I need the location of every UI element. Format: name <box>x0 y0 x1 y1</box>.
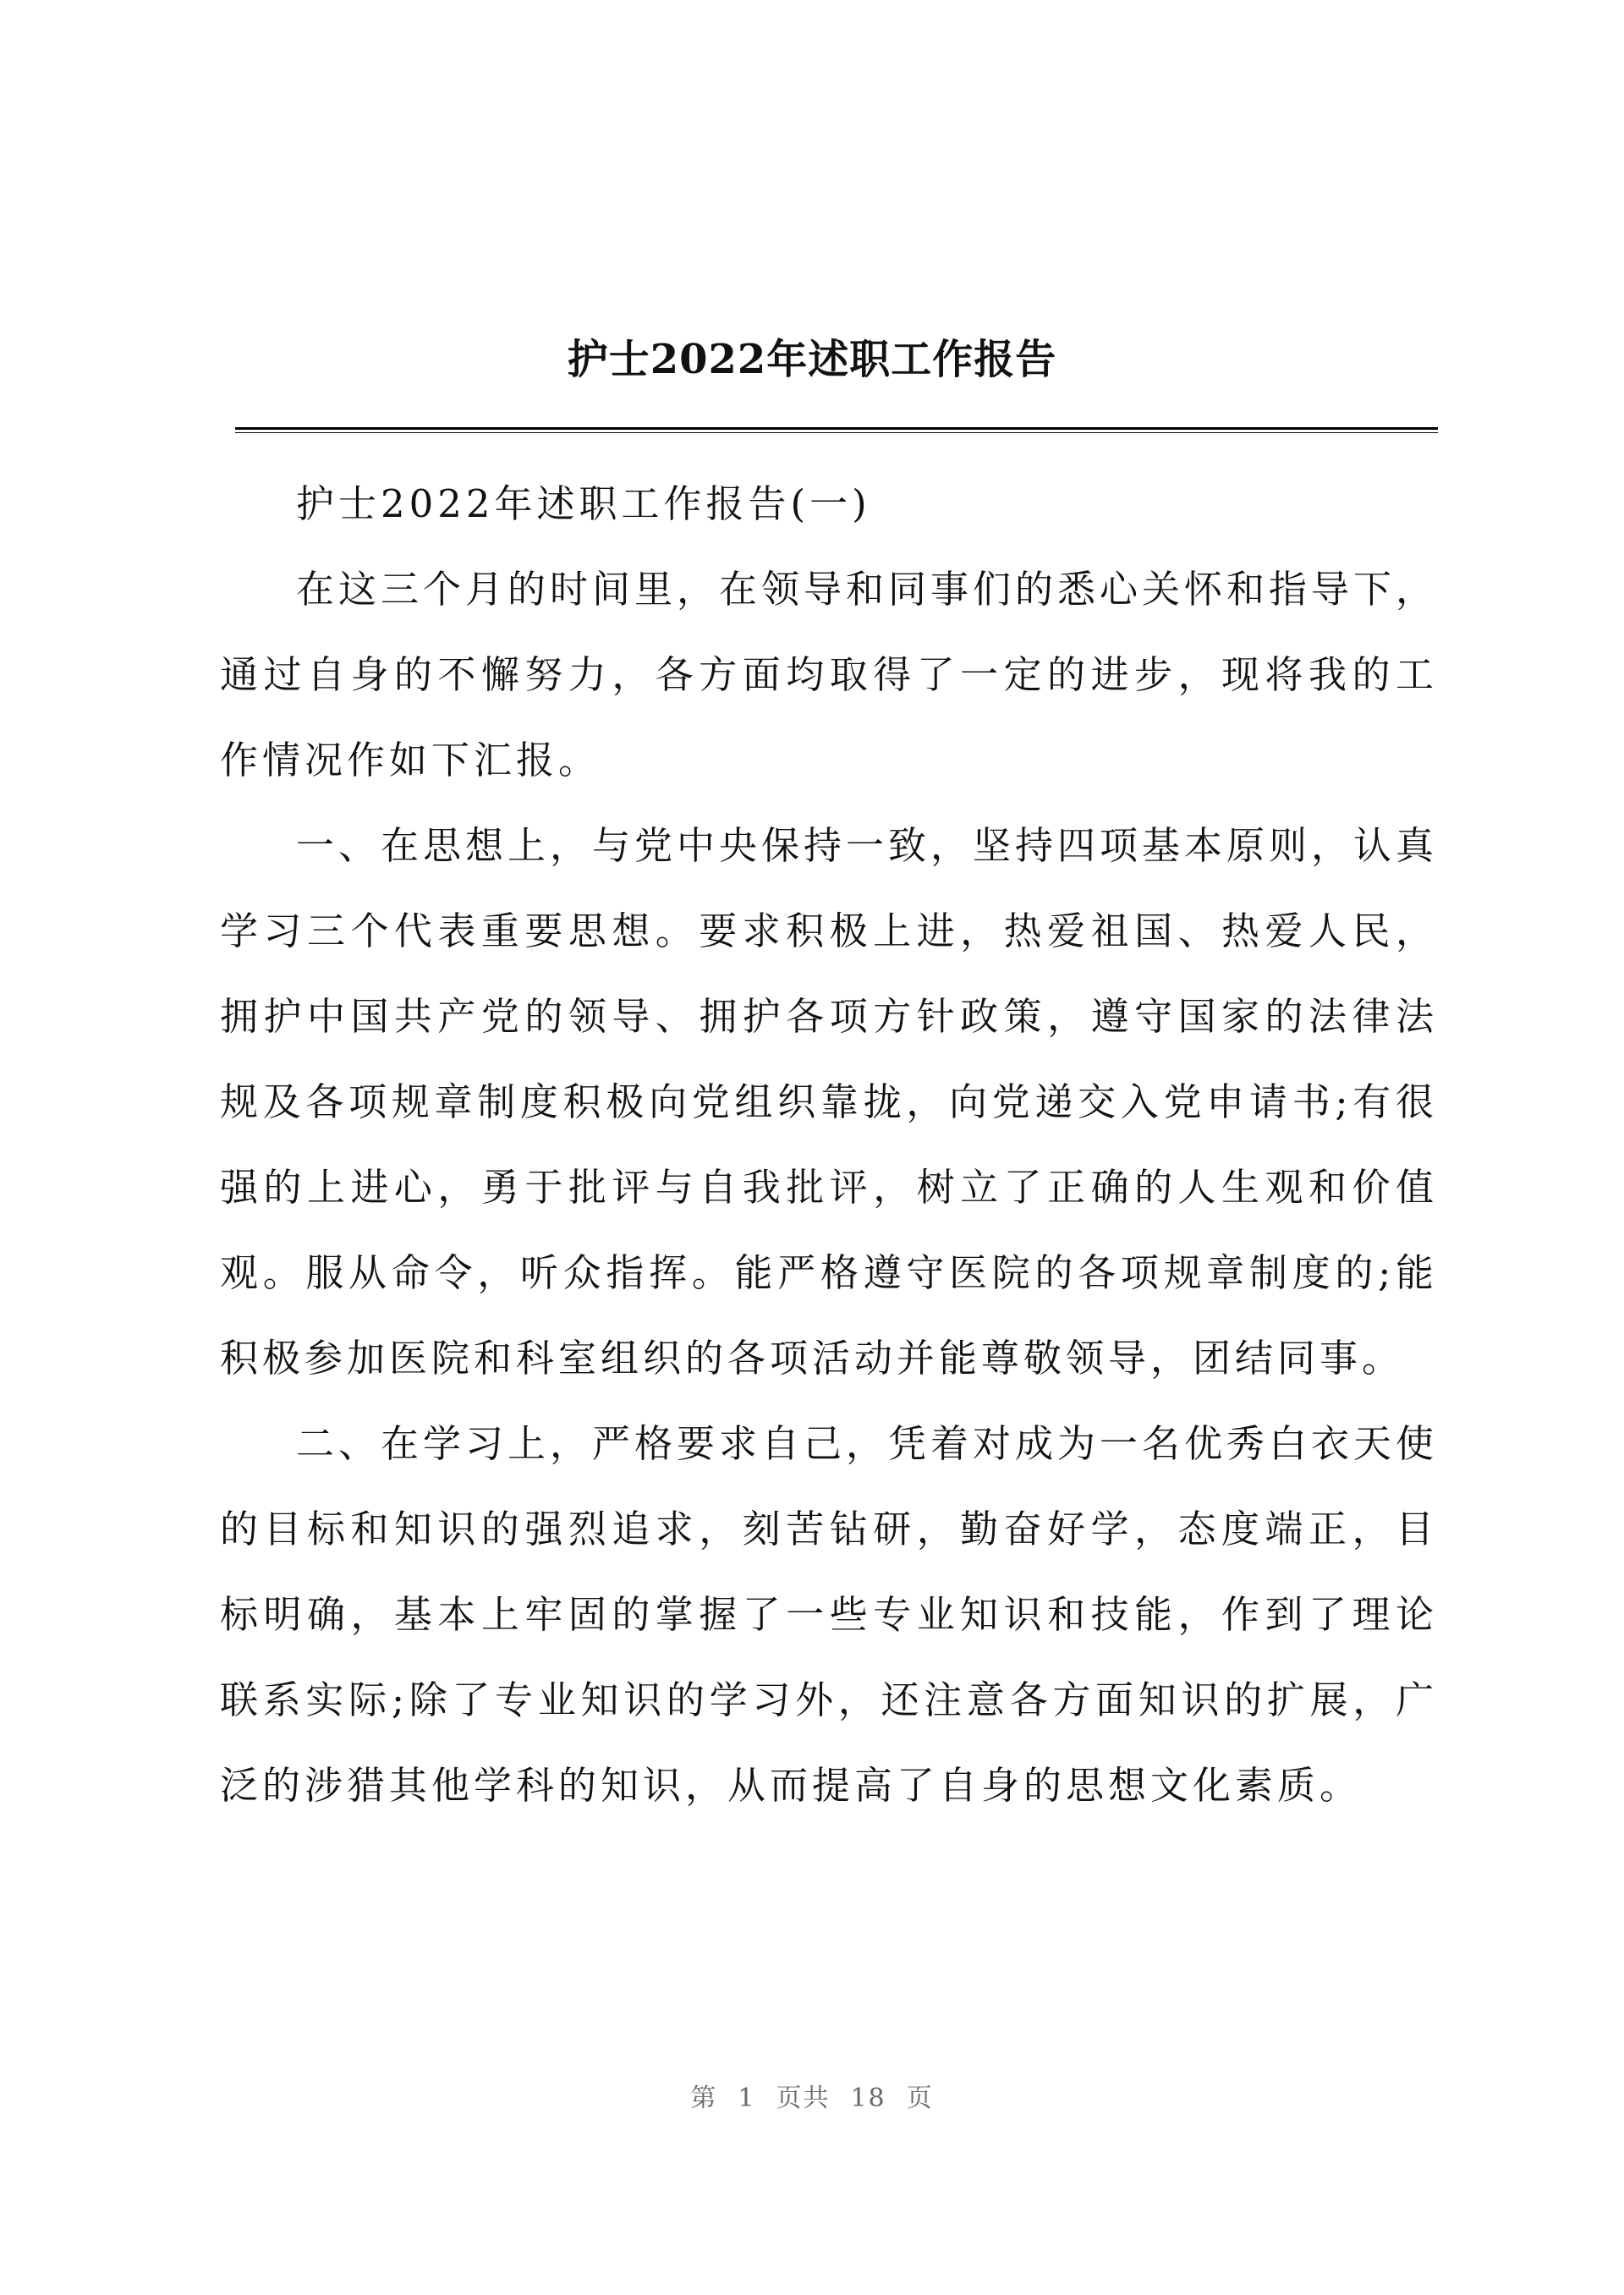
footer-total-pages: 18 <box>850 2084 886 2113</box>
paragraph-intro: 在这三个月的时间里，在领导和同事们的悉心关怀和指导下，通过自身的不懈努力，各方面均取得了一定的进步，现将我的工作情况作如下汇报。 <box>220 567 1439 782</box>
page-footer <box>0 2077 1624 2114</box>
footer-prefix: 第 <box>690 2084 718 2113</box>
title-divider <box>235 427 1438 433</box>
footer-suffix: 页 <box>906 2084 934 2113</box>
section-heading: 护士2022年述职工作报告(一) <box>296 481 871 526</box>
paragraph-thought: 一、在思想上，与党中央保持一致，坚持四项基本原则，认真学习三个代表重要思想。要求积极上进，热爱祖国、热爱人民，拥护中国共产党的领导、拥护各项方针政策，遵守国家的法律法规及各项规章制度积极向党组织靠拢，向党递交入党申请书;有很强的上进心，勇于批评与自我批评，树立了正确的人生观和价值观。服从命令，听众指挥。能严格遵守医院的各项规章制度的;能积极参加医院和科室组织的各项活动并能尊敬领导，团结同事。 <box>220 823 1439 1381</box>
document-body <box>220 461 1438 1828</box>
document-title: 护士2022年述职工作报告 <box>567 336 1057 383</box>
paragraph-study: 二、在学习上，严格要求自己，凭着对成为一名优秀白衣天使的目标和知识的强烈追求，刻苦钻研，勤奋好学，态度端正，目标明确，基本上牢固的掌握了一些专业知识和技能，作到了理论联系实际;除了专业知识的学习外，还注意各方面知识的扩展，广泛的涉猎其他学科的知识，从而提高了自身的思想文化素质。 <box>220 1421 1439 1808</box>
footer-middle: 页共 <box>776 2084 831 2113</box>
footer-current-page: 1 <box>738 2084 756 2113</box>
